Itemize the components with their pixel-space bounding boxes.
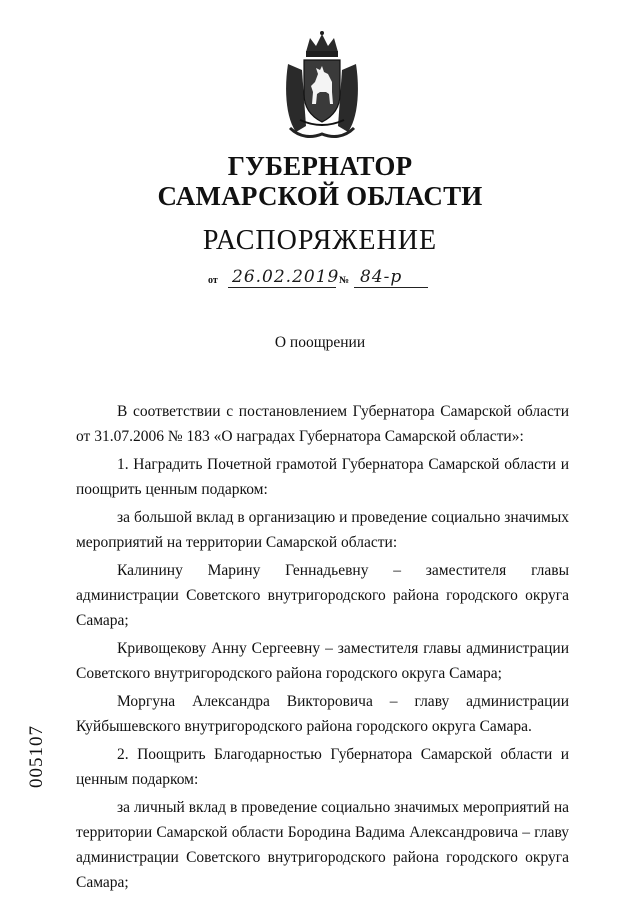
paragraph-reason-1: за большой вклад в организацию и проведение социально значимых мероприятий на территории Самарской области: [76,509,569,551]
document-body [76,399,569,898]
paragraph-item-2: 2. Поощрить Благодарностью Губернатора Самарской области и ценным подарком: [76,746,569,788]
paragraph-preamble: В соответствии с постановлением Губернатора Самарской области от 31.07.2006 № 183 «О наградах Губернатора Самарской области»: [76,403,569,445]
paragraph-awardee-1: Калинину Марину Геннадьевну – заместителя главы администрации Советского внутригородского района городского округа Самара; [76,562,569,629]
document-type: РАСПОРЯЖЕНИЕ [202,225,438,256]
serial-number: 005107 [26,725,47,788]
document-subject: О поощрении [274,334,366,351]
paragraph-awardee-3: Моргуна Александра Викторовича – главу администрации Куйбышевского внутригородского района городского округа Самара. [76,693,569,735]
handwritten-number: 84-р [360,267,403,287]
number-label: № [339,275,350,286]
org-title-line1: ГУБЕРНАТОР [227,151,413,181]
paragraph-item-1: 1. Наградить Почетной грамотой Губернатора Самарской области и поощрить ценным подарком: [76,456,569,498]
date-prefix: от [208,275,218,286]
coat-of-arms-icon [282,30,362,140]
org-title-line2: САМАРСКОЙ ОБЛАСТИ [157,181,483,211]
paragraph-awardee-2: Кривощекову Анну Сергеевну – заместителя главы администрации Советского внутригородского района городского округа Самара; [76,640,569,682]
handwritten-date: 26.02.2019 [232,267,340,287]
paragraph-awardee-4: за личный вклад в проведение социально значимых мероприятий на территории Самарской области Бородина Вадима Александровича – главу администрации Советского внутригородского района городского округа Самара; [76,799,569,891]
